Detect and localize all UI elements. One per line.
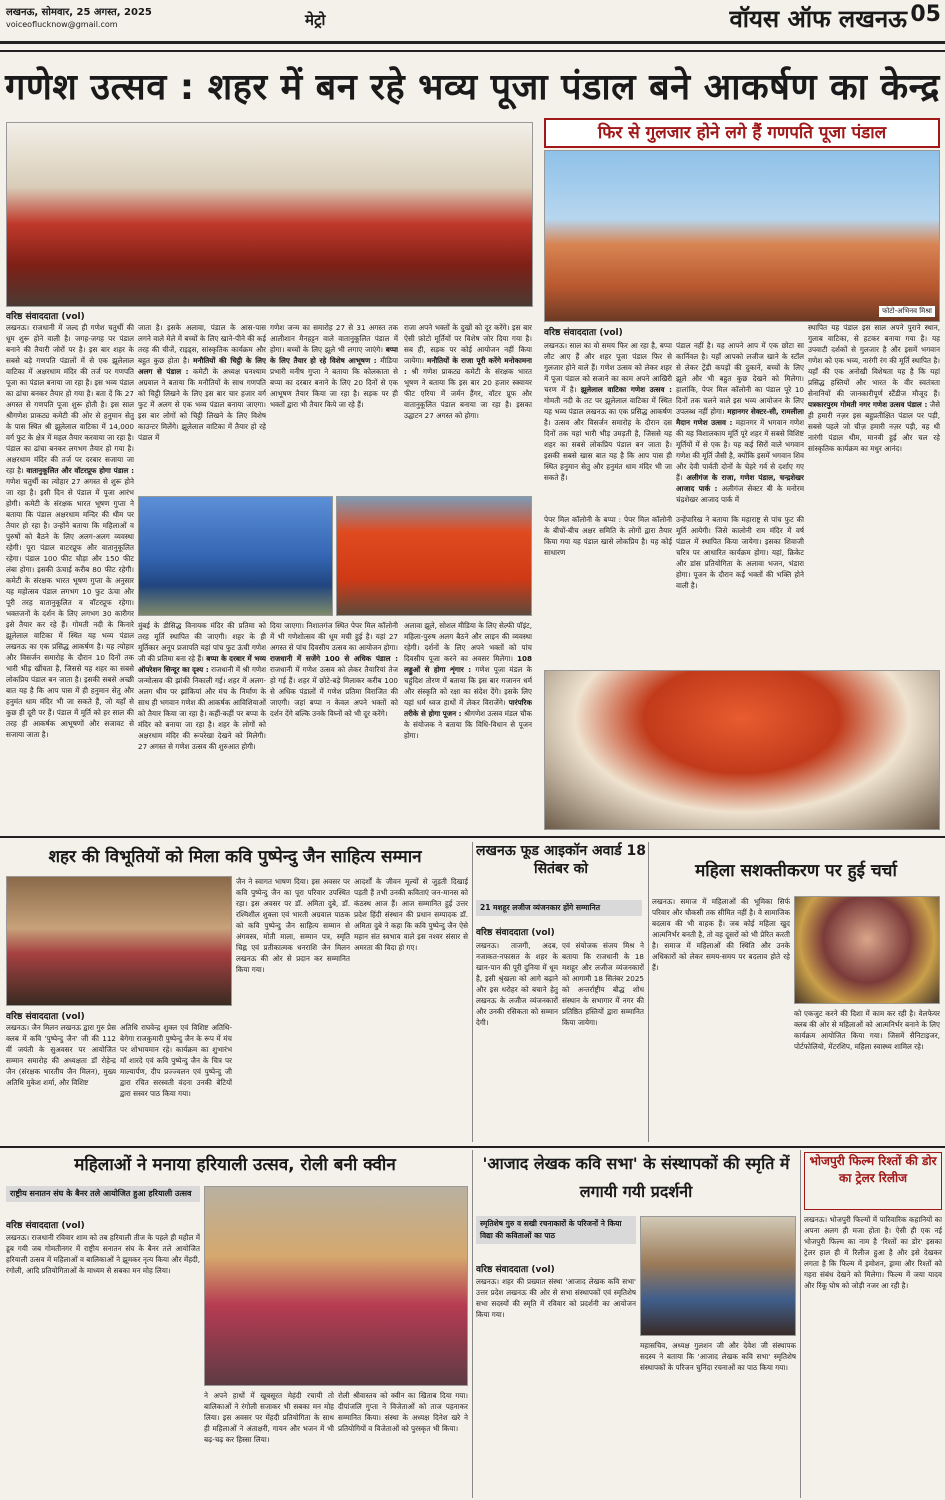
lead-subhead-1: वातानुकूलित और वॉटरप्रूफ होगा पंडाल :: [26, 466, 134, 475]
lead-col2-text-b: कमेटी के अध्यक्ष घनश्याम अग्रवाल ने बताया कि मनौतियों के साथ गणपति को चिट्ठी लिखने के लिए इस बार चार हजार वर्ग फुट में अलग से एक भव्य पंडाल बनाया जाएगा। इस बार लोगों को चिट्ठी लिखने के लिए विशेष काउन्टर मिलेंगे। झूलेलाल वाटिका में तैयार हो रहे पंडाल में: [138, 367, 266, 442]
right-col1-text: लखनऊ। साल का वो समय फिर आ रहा है, बप्पा लौट आए हैं और शहर पूजा पंडाल फिर से गुलजार होने वाले हैं। गणेश उत्सव को लेकर शहर में पूजा पंडाल को सजाने का काम अपने आखिरी चरण में है।: [544, 341, 672, 394]
right-subhead-4: पत्रकारपुरम गोमती नगर गणेश उत्सव पंडाल :: [808, 400, 928, 409]
kavi-byline: वरिष्ठ संवाददाता (vol): [476, 1265, 555, 1275]
women-column-2: को एकजुट करने की दिशा में काम कर रही है। वेलफेयर क्लब की ओर से महिलाओं को आत्मनिर्भर बनाने के लिए कार्यक्रम आयोजित किया गया। जिसमें सैनिटाइजर, पोर्टफोलियो, मेंटरशिप, महिला स्वास्थ्य शामिल रहे।: [794, 1009, 940, 1051]
kavi-column-2: महासचिव, अध्यक्ष गुलशन जी और देवेश जी संस्थापक सदस्य ने बताया कि 'आजाद लेखक कवि सभा' स्मृतिशेष संस्थापकों के परिजन चुनिंदा रचनाओं का पाठ किया गया।: [640, 1341, 796, 1372]
right-col2-text-c: अलीगंज सेक्टर बी के मनोरम चंद्रशेखर आजाद पार्क में: [676, 484, 804, 504]
page-number: 05: [910, 2, 941, 27]
lead-col3-text-b: मीडिया प्रभारी मनीष गुप्ता ने बताया कि कोलकाता से बप्पा का दरबार बनाने के लिए 20 दिनों से एक आभूषण तैयार किया जा रहा है। सड़क पर ही भक्तों द्वारा भी तैयार किये जा रहे हैं।: [270, 356, 398, 409]
lead-column-2-bottom: [138, 620, 266, 825]
lead-col3-text-c: दिया जाएगा। निशातगंज स्थित पेपर मिल कॉलोनी में भी गणेशोत्सव की धूम मची हुई है। यहां 27 अगस्त से पांच दिवसीय उत्सव का आयोजन होगा।: [270, 621, 398, 652]
lead-column-3-top: [270, 322, 398, 492]
right-subheadline: फिर से गुलजार होने लगे हैं गणपति पूजा पंडाल: [544, 118, 940, 148]
lead-byline: वरिष्ठ संवाददाता (vol): [6, 312, 85, 322]
lead-column-4-top: [404, 322, 532, 492]
lead-column-3-bottom: [270, 620, 398, 825]
right-subhead-3: अलीगंज के राजा, गणेश पंडाल, चन्द्रशेखर आजाद पार्क :: [676, 473, 804, 493]
poet-byline: वरिष्ठ संवाददाता (vol): [6, 1012, 85, 1022]
lead-subhead-2: मनौतियों की चिट्ठी के लिए अलग से पंडाल :: [138, 356, 266, 376]
poet-column-3: जैन ने स्वागत भाषण दिया। इस अवसर पर कवि पुष्पेन्दु जैन का पूरा परिवार उपस्थित रहा। इस अवसर पर डॉ. अमिता दुबे, डॉ. रश्मिशील शुक्ला एवं भारती अग्रवाल पाठक को कवि पुष्पेन्दु जैन साहित्य सम्मान से अंगवस्त्र, मोती माला, सम्मान पत्र, स्मृति चिह्न एवं प्रतीकात्मक धनराशि जैन मिलन लखनऊ की ओर से प्रदान कर सम्मानित किया गया।: [236, 877, 350, 974]
masthead: [0, 0, 945, 44]
lead-headline: गणेश उत्सव : शहर में बन रहे भव्य पूजा पंडाल बने आकर्षण का केन्द्र: [5, 67, 940, 108]
red-pandal-photo: [336, 496, 532, 616]
green-column-1: लखनऊ। राजधानी रविवार शाम को तब हरियाली तीज के पहले ही महौल में डूब गयी जब गोमतीनगर में राष्ट्रीय सनातन संघ के बैनर तले आयोजित हरियाली उत्सव में महिलाओं व बालिकाओं ने झूमकर नृत्य किया और मेंहदी, रंगोली, आदि प्रतियोगिताओं के माध्यम से सबका मन मोह लिया।: [6, 1233, 200, 1275]
lead-col4-text-a: राजा अपने भक्तों के दुखों को दूर करेंगे। इस बार ऐसी फ़ोटो मूर्तियों पर विशेष जोर दिया गया है। सब ही, सड़क पर कोई आयोजन नहीं किया जायेगा।: [404, 323, 532, 365]
contact-email: voiceoflucknow@gmail.com: [6, 20, 118, 29]
lead-column-2-top: [138, 322, 266, 492]
photo-credit: फोटो-अभिनव मिश्रा: [879, 306, 935, 317]
lead-subhead-4: मनौतियों के राजा पूरी करेंगे मनोकामना :: [404, 356, 532, 376]
lead-subhead-5: बप्पा के दरबार में भव्य ऑपरेशन सिन्दूर का दृश्य :: [138, 654, 266, 674]
green-headline: महिलाओं ने मनाया हरियाली उत्सव, रोली बनी क्वीन: [74, 1155, 396, 1175]
lead-col2-text-d: राजधानी में श्री गणेश जन्मोत्सव की झांकी निकाली गई। शहर में अलग-अलग थीम पर झांकियां और मंच के निर्माण के साथ ही भगवान गणेश की आकर्षक आविशियाओं को तैयार किया जा रहा है। कहीं-कहीं पर बप्पा के मंदिर को बनाया जा रहा है। शहर के लोगों को अक्षरधाम मंदिर की रूपरेखा देखने को मिलेगी। 27 अगस्त से गणेश उत्सव की शुरुआत होगी।: [138, 665, 266, 751]
green-byline: वरिष्ठ संवाददाता (vol): [6, 1221, 85, 1231]
right-col3-text: स्थापित यह पंडाल इस साल अपने पुराने स्थान, गुलाब वाटिका, से हटकर बनाया गया है। यह उपवाटी दर्शकों से गुलजार है और इसमें भगवान गणेश को एक भव्य, नारंगी रंग की मूर्ति स्थापित है। यहाँ की एक अनोखी विशेषता यह है कि यहां प्रसिद्ध हस्तियों और भारत के वीर स्वतंत्रता सेनानियों की जानकारीपूर्ण स्टैंडीज मौजूद हैं।: [808, 323, 940, 398]
bhojpuri-headline: भोजपुरी फिल्म रिश्तों की डोर का ट्रेलर रिलीज: [804, 1152, 942, 1210]
right-column-4: [544, 514, 672, 667]
women-headline: महिला सशक्तीकरण पर हुई चर्चा: [695, 861, 897, 881]
newspaper-brand: वॉयस ऑफ लखनऊ: [729, 5, 907, 33]
lead-col3-text-d: राजधानी में गणेश उत्सव को लेकर तैयारियां तेज हो गई हैं। शहर में छोटे-बड़े मिलाकर करीब 100 से अधिक पंडालों में गणेश प्रतिमा विराजित की जाएगी। जहां बप्पा न केवल अपने भक्तों को दर्शन देंगे बल्कि उनके विघ्नों को भी दूर करेंगे।: [270, 665, 398, 718]
lead-col4-text-e: श्रीगणेश उत्सव मंडल चौक के संयोजक ने बताया कि विधि-विधान से पूजन होगा।: [404, 709, 532, 740]
kavi-column-1: लखनऊ। शहर की प्रख्यात संस्था 'आजाद लेखक कवि सभा' उत्तर प्रदेश लखनऊ की ओर से सभा संस्थापकों एवं स्मृतिशेष सभा सदस्यों की स्मृति में रविवार को प्रदर्शनी का आयोजन किया गया।: [476, 1277, 636, 1319]
women-column-1: लखनऊ। समाज में महिलाओं की भूमिका सिर्फ परिवार और चौकसी तक सीमित नहीं है। वे सामाजिक बदलाव की भी वाहक हैं। जब कोई महिला खुद आत्मनिर्भर बनती है, तो वह दूसरों को भी प्रेरित करती है। समाज में महिलाओं की स्थिति और उनके अधिकारों को लेकर समय-समय पर बदलाव होते रहे हैं।: [652, 897, 790, 972]
right-col1-text-b: गोमती नदी के तट पर झूलेलाल वाटिका में स्थित यह भव्य पंडाल लखनऊ का एक प्रसिद्ध आकर्षण है। उत्सव और विसर्जन समारोह के दौरान दस दिनों तक यहां भारी भीड़ उमड़ती है, जिससे यह शहर का सबसे लोकप्रिय पंडाल बन जाता है। इसकी सबसे खास बात यह है कि आप पास ही स्थित हनुमान सेतु और हनुमंत धाम मंदिर भी जा सकते हैं।: [544, 396, 672, 482]
lead-column-4-bottom: [404, 620, 532, 825]
right-column-2: [676, 340, 804, 510]
poet-award-photo: [6, 876, 232, 1006]
poet-column-2: अतिथि राघवेन्द्र शुक्ल एवं विशिष्ट अतिथि-बेगेगा राजकुमारी पुष्पेन्दु जैन के रूप में मंच पर शोभायमान रहे। कार्यक्रम का शुभारंभ माँ शारदे एवं कवि पुष्पेन्दु जैन के चित्र पर माल्यार्पण, दीप प्रज्ज्वलन एवं पुष्पेन्दु जी द्वारा रचित सरस्वती वंदना उनकी बेटियों द्वारा सस्वर पाठ किया गया।: [120, 1023, 232, 1098]
lead-col2-text-a: जाता है। इसके अलावा, पंडाल के आस-पास लगने वाले मेले में बच्चों के लिए खाने-पीने की कई तरह की चीजें, राइड्स, सांस्कृतिक कार्यक्रम और बहुत कुछ होता है।: [138, 323, 266, 365]
kavi-tag: स्मृतिशेष गुरु व सखी रचनाकारों के परिजनों ने किया विद्या की कविताओं का पाठ: [476, 1216, 636, 1244]
lead-para-1: लखनऊ। राजधानी में जल्द ही गणेश चतुर्थी की धूम शुरू होने वाली है। जगह-जगह पर पंडाल बनाने की तैयारी जोरों पर है। इस बार शहर के सबसे बड़े गणपति पंडालों में से एक झूलेलाल वाटिका में अक्षरधाम मंदिर की तर्ज पर गणपति पूजा का पंडाल बनाया जा रहा है। इस भव्य पंडाल का ढांचा बनकर तैयार हो गया है। बता दें कि 27 अगस्त से गणपति पूजा शुरू होती है। इस साल श्रीगणेश प्राकट्य कमेटी की ओर से हनुमान सेतु के पास स्थित श्री झूलेलाल वाटिका में 14,000 वर्ग फुट के क्षेत्र में महल तैयार करवाया जा रहा है। पंडाल का ढांचा बनकर लगभग तैयार हो गया है। अक्षरधाम मंदिर की तर्ज पर दरबार सजाया जा रहा है।: [6, 323, 134, 475]
food-headline: लखनऊ फूड आइकॉन अवार्ड 18 सितंबर को: [476, 843, 646, 877]
lead-subhead-6: राजधानी में सजेंगे 100 से अधिक पंडाल :: [270, 654, 398, 663]
lead-para-3: गोमती नदी के किनारे झूलेलाल वाटिका में स्थित यह भव्य पंडाल लखनऊ का एक प्रसिद्ध आकर्षण है। यह त्योहार और विसर्जन समारोह के दौरान 10 दिनों तक भारी भीड़ खींचता है, जिससे यह शहर का सबसे लोकप्रिय पंडाल बन जाता है। इसकी सबसे अच्छी बात यह है कि आप पास में ही हनुमान सेतु और हनुमंत धाम मंदिर भी जा सकते हैं, जो यहाँ से कुछ ही दूरी पर हैं। पंडाल में मूर्ति को हर साल की तरह ही आकर्षक आभूषणों और सजावट से सजाया जाता है।: [6, 620, 134, 739]
bhojpuri-column: लखनऊ। भोजपुरी फिल्मों में पारिवारिक कहानियों का अपना अलग ही मजा होता है। ऐसी ही एक नई भोजपुरी फिल्म का नाम है 'रिश्तों का डोर' इसका ट्रेलर हाल ही में रिलीज हुआ है और इसे देखकर लगता है कि फिल्म में इमोशन, ड्रामा और रिश्तों को गहरा संबंध देखने को मिलेगा। फिल्म में जया यादव और रिंकू घोष को जोड़ी नजर आ रही है।: [804, 1215, 942, 1290]
poet-column-1: लखनऊ। जैन मिलन लखनऊ द्वारा गुरु प्रेस क्लब में कवि 'पुष्पेन्दु जैन' जी की 112 वीं जयंती के सुअवसर पर आयोजित सम्मान समारोह की अध्यक्षता डॉ रोहेन्द्र जैन (संरक्षक भारतीय जैन मिलन), मुख्य अतिथि मुकेश शर्मा, और विशिष्ट: [6, 1023, 116, 1087]
pandal-interior-photo: [6, 122, 533, 307]
lead-col4-text-b: श्री गणेश प्राकट्य कमेटी के संरक्षक भारत भूषण ने बताया कि इस बार 20 हजार स्क्वायर फीट एरिया में जर्मन हैंगर, वॉटर प्रूफ और वातानुकूलित पंडाल बनाया जा रहा है। इसका उद्घाटन 27 अगस्त को होगा।: [404, 367, 532, 420]
right-byline: वरिष्ठ संवाददाता (vol): [544, 328, 623, 338]
section-label: मेट्रो: [305, 11, 326, 29]
right-subhead-1: झूलेलाल वाटिका गणेश उत्सव :: [580, 385, 672, 394]
right-column-3: [808, 322, 940, 667]
lead-col4-text-c: अलावा झूले, सोशल मीडिया के लिए सेल्फी पॉइंट, महिला-पुरुष अलग बैठने और लाइन की व्यवस्था रहेगी। दर्शनों के लिए अपने भक्तों को पांच दिवसीय पूजा करने का अवसर मिलेगा।: [404, 621, 532, 663]
right-subhead-2: महानगर सेक्टर-सी, रामलीला मैदान गणेश उत्सव :: [676, 407, 804, 427]
lead-para-2: गणेश चतुर्थी का त्योहार 27 अगस्त से शुरू होने जा रहा है। इसी दिन से पंडाल में पूजा आरंभ होगी। कमेटी के संरक्षक भारत भूषण गुप्ता ने बताया कि पंडाल अक्षरधाम मन्दिर की थीम पर तैयार हो रहा है। उन्होंने बताया कि महिलाओं व पुरुषों को बैठने के लिए अलग-अलग व्यवस्था रहेगी। पूरा पंडाल वाटरप्रूफ और वातानुकूलित रहेगा। पंडाल 100 फीट चौड़ा और 150 फीट लंबा होगा। इसकी ऊंचाई करीब 80 फीट रहेगी। कमेटी के संरक्षक भारत भूषण गुप्ता के अनुसार यह महोत्सव पंडाल लगभग 10 फुट ऊंचा और पूरी तरह वातानुकूलित व वॉटरप्रूफ रहेगा। भक्तजनों के दर्शन के लिए लगभग 30 कारीगर इसे तैयार कर रहे हैं।: [6, 477, 134, 629]
lead-col2-text-c: मुंबई के डीसिद्ध विनायक मंदिर की प्रतिमा को तरह मूर्ति स्थापित की जाएगी। शहर के ही मूर्तिकार अनूप प्रजापति यहां पांच फुट ऊंची गणेश जी की प्रतिमा बना रहे हैं।: [138, 621, 266, 663]
pandal-dome-photo: [544, 670, 940, 830]
lead-col4-text-d: गणेश पूजा मंडल के चहुंदिश तोरण में बताया कि इस बार गजानन धर्म और संस्कृति को रक्षा का संदेश देंगे। इसके लिए यहां धर्म ध्वज हाथों में लेकर विराजेंगे।: [404, 665, 532, 707]
lead-subhead-3: बप्पा के लिए तैयार हो रहे विशेष आभूषण :: [270, 345, 398, 365]
issue-date: लखनऊ, सोमवार, 25 अगस्त, 2025: [6, 7, 152, 18]
right-col5-text: पेपर मिल कॉलोनी के बप्पा : पेपर मिल कॉलोनी के बीचों-बीच अक्षर समिति के लोगों द्वारा तैयार किया गया यह पंडाल खासे लोकप्रिय है। यह कोई साधारण: [544, 515, 672, 557]
right-col3-text-b: जैसे ही हमारी नज़र इस बहुप्रतीक्षित पंडाल पर पड़ी, सबसे पहले जो चीज़ हमारी नज़र पड़ी, वह थी नारंगी पंडाल थीम, मानवी हुई और चल रहे सांस्कृतिक कार्यक्रम का मधुर आनंद।: [808, 400, 940, 453]
women-event-photo: [794, 896, 940, 1004]
lead-subhead-7: 108 लड्डुओं से होगा शृंगार :: [404, 654, 532, 674]
lead-column-1: [6, 322, 134, 825]
right-col4-text: उन्हेंपारिख ने बताया कि महाराष्ट्र से पांच फुट की मूर्ति आयेगी। जिसे कालोनी राम मंदिर में वर्ष पंडाल में स्थापित किया जायेगा। इसका शिवाजी चरित्र पर आधारित कार्यक्रम होगा। यहां, क्रिकेट और डांस प्रतियोगिता के अलावा भजन, भंडारा होगा। पूजन के दौरान कई भक्तों की भक्ति होने वाली है।: [676, 515, 804, 590]
green-column-3: रोली श्रीवास्तव को क्वीन का खिताब दिया गया। दीपांजलि गुप्ता ने विजेताओं को ताज पहनाकर सम्मानित किया। संस्था के अध्यक्ष दिनेश खरे ने प्रतियोगियों व विजेताओं को पुरस्कृत भी किया।: [338, 1391, 468, 1433]
food-byline: वरिष्ठ संवाददाता (vol): [476, 928, 555, 938]
green-festival-photo: [204, 1186, 468, 1386]
right-col2-text-b: महानगर में भगवान गणेश की यह विशालकाय मूर्ति पूरे शहर में सबसे विशिष्ट मूर्तियों में से एक है। यह कई सिरों वाले भगवान गणेश की मूर्ति जैसी है, क्योंकि इसमें भगवान शिव और देवी पार्वती दोनों के चेहरे गर्व से दर्शाए गए हैं।: [676, 418, 804, 482]
lead-col3-text-a: गणेश जन्म का समारोह 27 से 31 अगस्त तक आलीशान मैनहट्टन वाले वातानुकूलित पंडाल में होगा। बच्चों के लिए झूले भी लगाए जाएंगे।: [270, 323, 398, 354]
green-column-2: ने अपने हाथों में खूबसूरत मेहंदी रचायी तो बालिकाओं ने रंगोली सजाकर भी सबका मन मोह लिया। इस अवसर पर मेंहदी प्रतियोगिता के साथ ही महिलाओं ने अंताक्षरी, गायन और भजन में भी बढ़-चढ़ कर हिस्सा लिया।: [204, 1391, 334, 1444]
food-tag: 21 मशहूर लजीज व्यंजनकार होंगे सम्मानित: [476, 900, 642, 916]
right-column-1: [544, 340, 672, 510]
food-column-2: एवं संयोजक संजय मिश्र ने बताया कि राजधानी के 18 मशहूर और लजीज व्यंजनकारों को आगामी 18 सितंबर 2025 को अन्तर्राष्ट्रीय बौद्ध शोध संस्थान के सभागार में नगर की प्रतिष्ठित हस्तियों द्वारा सम्मानित किया जायेगा।: [562, 941, 644, 1027]
right-col2-text: पंडाल नहीं है। यह आपने आप में एक छोटा सा कार्निवल है। यहाँ आपको लजीज खाने के स्टॉल से लेकर ट्रेंडी कपड़ों की दुकानें, बच्चों के लिए झूले और भी बहुत कुछ देखने को मिलेगा। हालांकि, पेपर मिल कॉलोनी का पंडाल पूरे 10 दिनों तक चलने वाले इस भव्य आयोजन के लिए उपलब्ध नहीं होगा।: [676, 341, 804, 416]
pandal-exterior-photo: [544, 150, 940, 322]
kavi-exhibition-photo: [640, 1216, 796, 1336]
lead-subhead-8: पारंपरिक तरीके से होगा पूजन :: [404, 698, 532, 718]
green-tag: राष्ट्रीय सनातन संघ के बैनर तले आयोजित हुआ हरियाली उत्सव: [6, 1186, 200, 1202]
kavi-headline: 'आजाद लेखक कवि सभा' के संस्थापकों की स्मृति में लगायी गयी प्रदर्शनी: [482, 1154, 790, 1201]
poet-headline: शहर की विभूतियों को मिला कवि पुष्पेन्दु जैन साहित्य सम्मान: [48, 847, 422, 867]
right-column-5: [676, 514, 804, 667]
poet-column-4: आदर्शों के जीवन मूल्यों से जुड़ती दिखाई पड़ती हैं तभी उनकी कविताएं जन-मानस को कंठस्थ आज हैं। आज सम्मानित हुई उत्तर प्रदेश हिंदी संस्थान की प्रधान सम्पादक डॉ. अमिता दुबे ने कहा कि कवि पुष्पेन्दु जैन ऐसे महान संत स्वभाव वाले इस नश्वर संसार से अमरता की विदा हो गए।: [354, 877, 468, 952]
food-column-1: लखनऊ। ताजगी, अदब, नजाकत-नफासत के शहर के खान-पान की पूरी दुनिया में धूम है, इसी श्रृंखला को आगे बढ़ाने और इस धरोहर को बचाने हेतु लखनऊ के लजीज व्यंजनकारों और उनकी रसिकता को सम्मान देगी।: [476, 941, 558, 1027]
blue-pandal-photo: [138, 496, 333, 616]
